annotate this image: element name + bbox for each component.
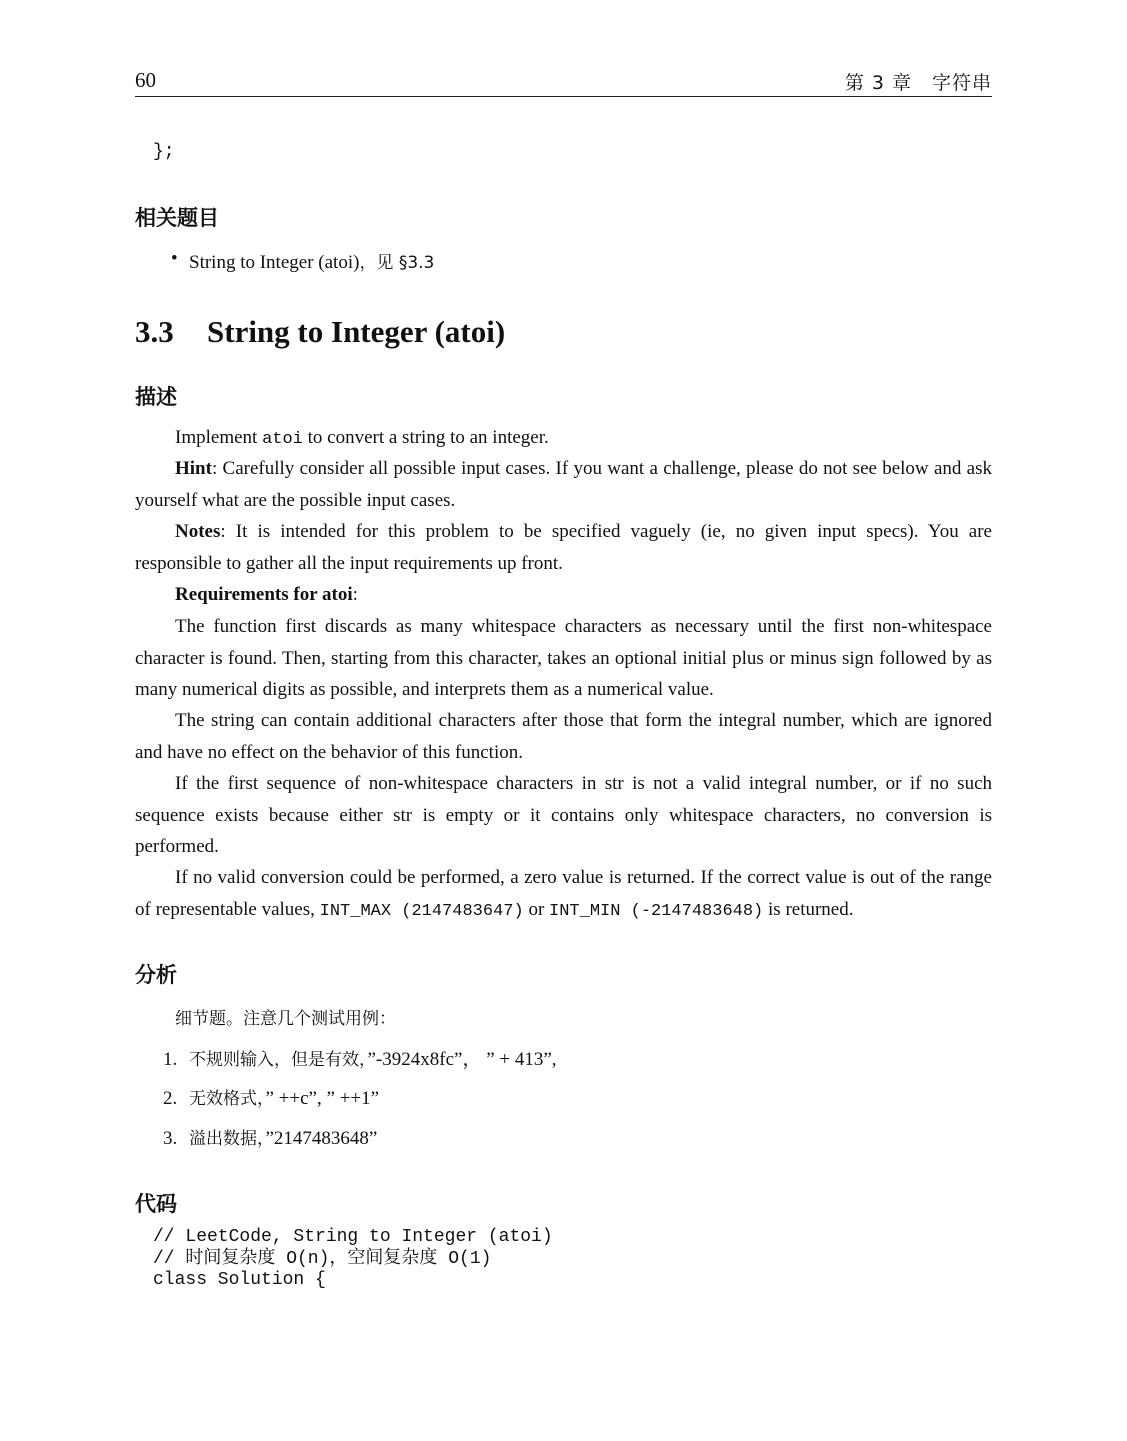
inline-code-atoi: atoi [262, 430, 303, 449]
page-header [135, 68, 992, 97]
inline-code-int-max: INT_MAX (2147483647) [319, 901, 524, 921]
first-sequence-paragraph: If the first sequence of non-whitespace characters in str is not a valid integral number, or if no such sequence exists because either str is empty or it contains only whitespace characters, no conversion is performed. [135, 773, 992, 857]
string-paragraph: The string can contain additional characters after those that form the integral number, which are ignored and have no effect on the behavior of this function. [135, 710, 992, 763]
requirements-heading: Requirements for atoi: [175, 584, 358, 605]
related-item-text: String to Integer (atoi) [189, 252, 360, 273]
code-line: class Solution { [153, 1270, 326, 1290]
related-heading: 相关题目 [135, 206, 219, 230]
code-heading: 代码 [135, 1192, 177, 1216]
related-item-ref: ，见 §3.3 [359, 253, 435, 273]
analysis-intro: 细节题。注意几个测试用例： [175, 1009, 396, 1029]
list-item: 3. 溢出数据，”2147483648” [163, 1128, 378, 1149]
no-valid-paragraph: If no valid conversion could be performed, a zero value is returned. If the correct value is out of the range of representable values, INT_MAX (2147483647) or INT_MIN (-2147483648) is returned. [135, 867, 992, 921]
notes-paragraph: Notes: It is intended for this problem to be specified vaguely (ie, no given input specs). You are responsible to gather all the input requirements up front. [135, 521, 992, 574]
notes-label: Notes [175, 521, 221, 542]
code-fragment: }; [153, 142, 175, 162]
page-number: 60 [135, 68, 156, 92]
analysis-heading: 分析 [135, 963, 177, 987]
bullet-icon: • [171, 248, 178, 269]
hint-label: Hint [175, 458, 212, 479]
chapter-title: 第 3 章 字符串 [844, 72, 992, 94]
section-title [135, 314, 505, 350]
code-line: // LeetCode, String to Integer (atoi) [153, 1227, 553, 1247]
list-item: 1. 不规则输入，但是有效，”-3924x8fc”， ” + 413”, [163, 1049, 557, 1070]
description-paragraph: Implement atoi to convert a string to an integer. [175, 427, 549, 449]
related-item [173, 248, 434, 274]
requirements-label: Requirements for atoi [175, 584, 353, 605]
function-paragraph: The function first discards as many whitespace characters as necessary until the first non-whitespace character is found. Then, starting from this character, takes an optional initial plus or minus sign followed by as many numerical digits as possible, and interprets them as a numerical value. [135, 616, 992, 700]
code-block [153, 1227, 553, 1292]
hint-paragraph: Hint: Carefully consider all possible input cases. If you want a challenge, please do not see below and ask yourself what are the possible input cases. [135, 458, 992, 511]
inline-code-int-min: INT_MIN (-2147483648) [549, 901, 764, 921]
list-item: 2. 无效格式，” ++c”, ” ++1” [163, 1088, 380, 1109]
description-heading: 描述 [135, 385, 177, 409]
section-number: 3.3 [135, 314, 174, 349]
code-line: // 时间复杂度 O(n)，空间复杂度 O(1) [153, 1248, 492, 1269]
section-name: String to Integer (atoi) [207, 314, 506, 349]
